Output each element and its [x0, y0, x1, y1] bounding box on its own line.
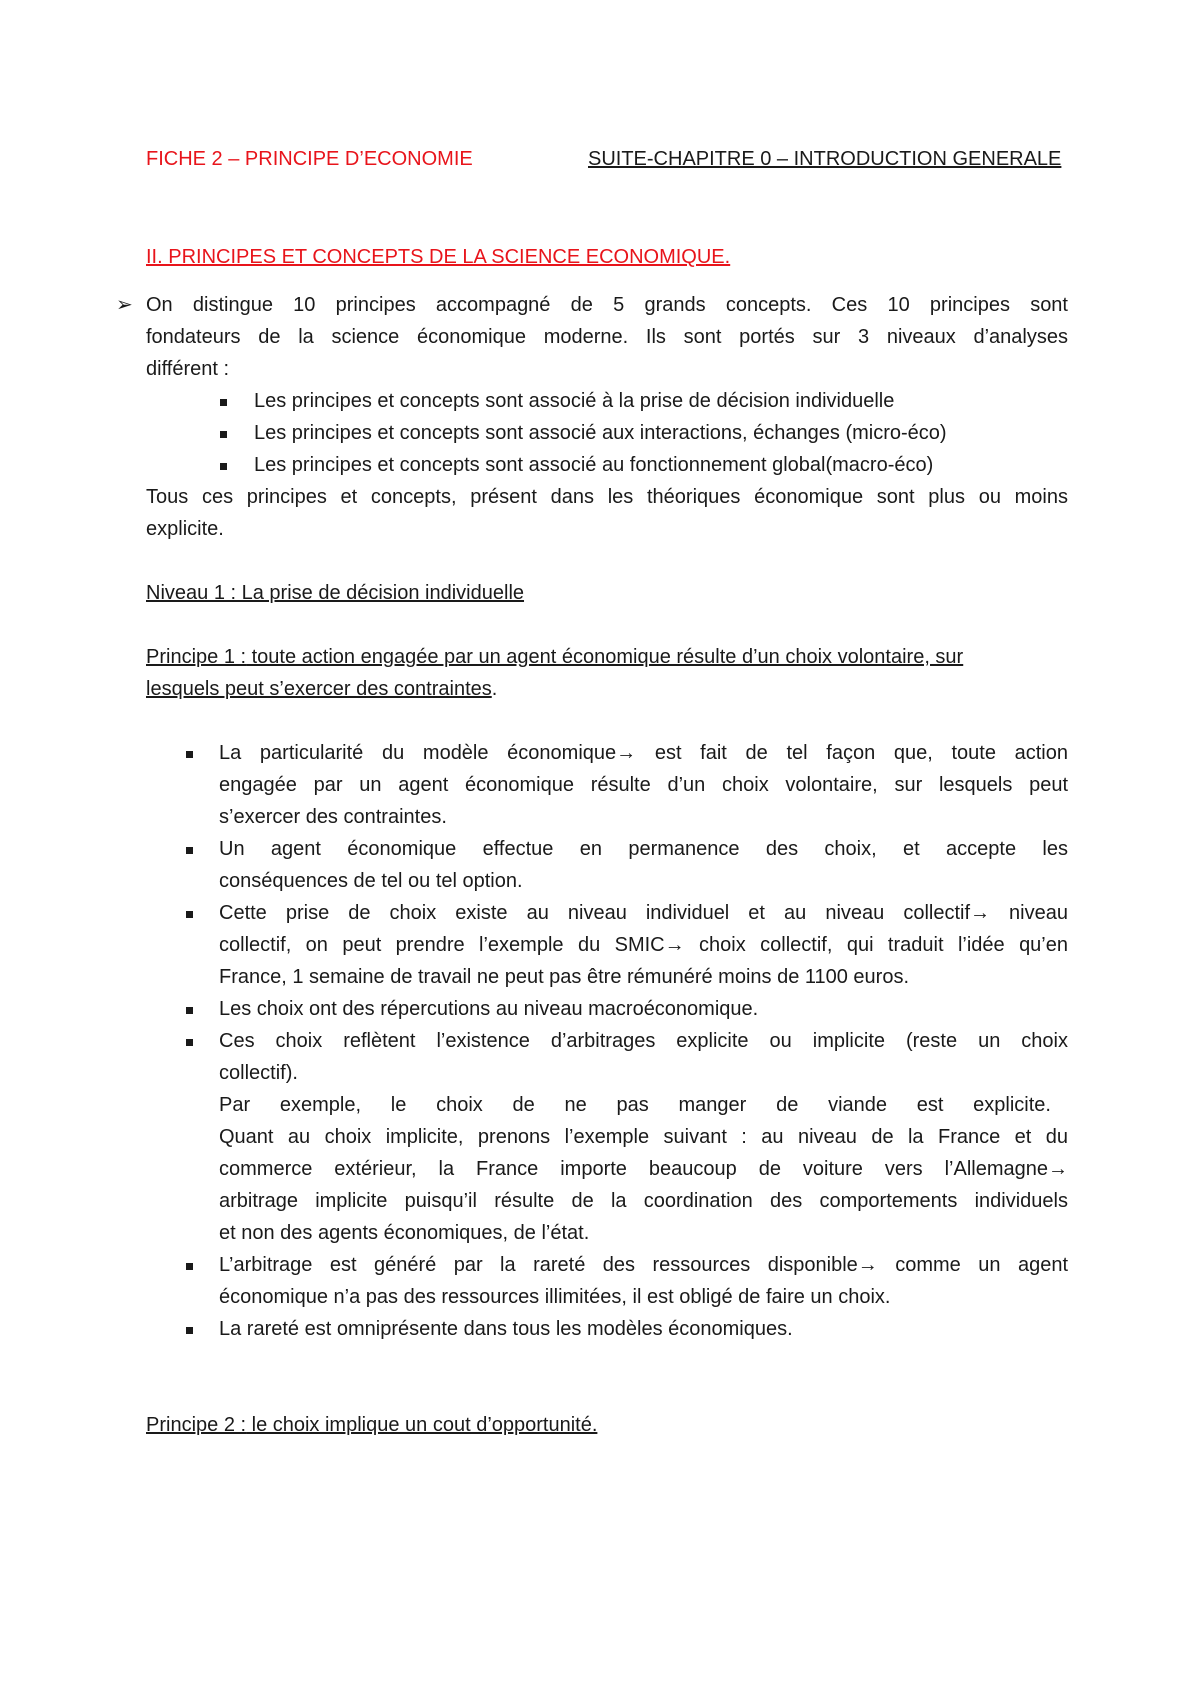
header-right: SUITE-CHAPITRE 0 – INTRODUCTION GENERALE: [588, 148, 1062, 170]
bullet-5-line: et non des agents économiques, de l’état.: [219, 1222, 590, 1244]
bullet-5-line: Ces choix reflètent l’existence d’arbitrages explicite ou implicite (reste un choix: [219, 1030, 1068, 1052]
bullet-1-line: La particularité du modèle économique→ est fait de tel façon que, toute action: [219, 742, 1068, 764]
header-left: FICHE 2 – PRINCIPE D’ECONOMIE: [146, 148, 473, 170]
square-bullet-icon: [220, 399, 227, 406]
principe1-text-cont: lesquels peut s’exercer des contraintes: [146, 678, 492, 700]
summary-line-1: Tous ces principes et concepts, présent dans les théoriques économique sont plus ou moins: [146, 486, 1068, 508]
bullet-1-line: engagée par un agent économique résulte d’un choix volontaire, sur lesquels peut: [219, 774, 1068, 796]
levels-list-item: Les principes et concepts sont associé aux interactions, échanges (micro-éco): [254, 422, 947, 444]
bullet-3-line: collectif, on peut prendre l’exemple du SMIC→ choix collectif, qui traduit l’idée qu’en: [219, 934, 1068, 956]
bullet-3-line: France, 1 semaine de travail ne peut pas être rémunéré moins de 1100 euros.: [219, 966, 910, 988]
square-bullet-icon: [220, 431, 227, 438]
section-title: II. PRINCIPES ET CONCEPTS DE LA SCIENCE ECONOMIQUE.: [146, 246, 731, 268]
bullet-5-line: Quant au choix implicite, prenons l’exemple suivant : au niveau de la France et du: [219, 1126, 1068, 1148]
square-bullet-icon: [186, 911, 193, 918]
principe2-label: Principe 2 :: [146, 1414, 247, 1436]
principe1-text: toute action engagée par un agent économique résulte d’un choix volontaire, sur: [246, 646, 964, 668]
bullet-4-line: Les choix ont des répercutions au niveau macroéconomique.: [219, 998, 759, 1020]
square-bullet-icon: [186, 751, 193, 758]
square-bullet-icon: [186, 1039, 193, 1046]
bullet-5-line: Par exemple, le choix de ne pas manger de viande est explicite.: [219, 1094, 1051, 1116]
principe1-line-1: [146, 642, 963, 672]
bullet-5-line: collectif).: [219, 1062, 298, 1084]
niveau1-title: Niveau 1 : La prise de décision individuelle: [146, 582, 525, 604]
bullet-5-line: arbitrage implicite puisqu’il résulte de la coordination des comportements individuels: [219, 1190, 1068, 1212]
principe2-line: [146, 1410, 597, 1440]
square-bullet-icon: [186, 1327, 193, 1334]
square-bullet-icon: [220, 463, 227, 470]
bullet-7-line: La rareté est omniprésente dans tous les modèles économiques.: [219, 1318, 793, 1340]
bullet-3-line: Cette prise de choix existe au niveau individuel et au niveau collectif→ niveau: [219, 902, 1068, 924]
square-bullet-icon: [186, 847, 193, 854]
levels-list-item: Les principes et concepts sont associé au fonctionnement global(macro-éco): [254, 454, 934, 476]
intro-line-2: fondateurs de la science économique moderne. Ils sont portés sur 3 niveaux d’analyses: [146, 326, 1068, 348]
principe1-text-end: .: [491, 678, 498, 700]
bullet-6-line: L’arbitrage est généré par la rareté des ressources disponible→ comme un agent: [219, 1254, 1068, 1276]
principe1-label: Principe 1 :: [146, 646, 247, 668]
square-bullet-icon: [186, 1263, 193, 1270]
bullet-5-line: commerce extérieur, la France importe beaucoup de voiture vers l’Allemagne→: [219, 1158, 1068, 1180]
intro-line-1: On distingue 10 principes accompagné de 5 grands concepts. Ces 10 principes sont: [146, 294, 1068, 316]
levels-list-item: Les principes et concepts sont associé à la prise de décision individuelle: [254, 390, 895, 412]
intro-line-3: différent :: [146, 358, 230, 380]
arrow-bullet-icon: ➢: [116, 294, 133, 316]
bullet-6-line: économique n’a pas des ressources illimitées, il est obligé de faire un choix.: [219, 1286, 891, 1308]
summary-line-2: explicite.: [146, 518, 224, 540]
square-bullet-icon: [186, 1007, 193, 1014]
principe1-line-2: [146, 674, 497, 704]
principe2-text: le choix implique un cout d’opportunité.: [246, 1414, 598, 1436]
bullet-2-line: conséquences de tel ou tel option.: [219, 870, 523, 892]
bullet-2-line: Un agent économique effectue en permanence des choix, et accepte les: [219, 838, 1068, 860]
bullet-1-line: s’exercer des contraintes.: [219, 806, 447, 828]
